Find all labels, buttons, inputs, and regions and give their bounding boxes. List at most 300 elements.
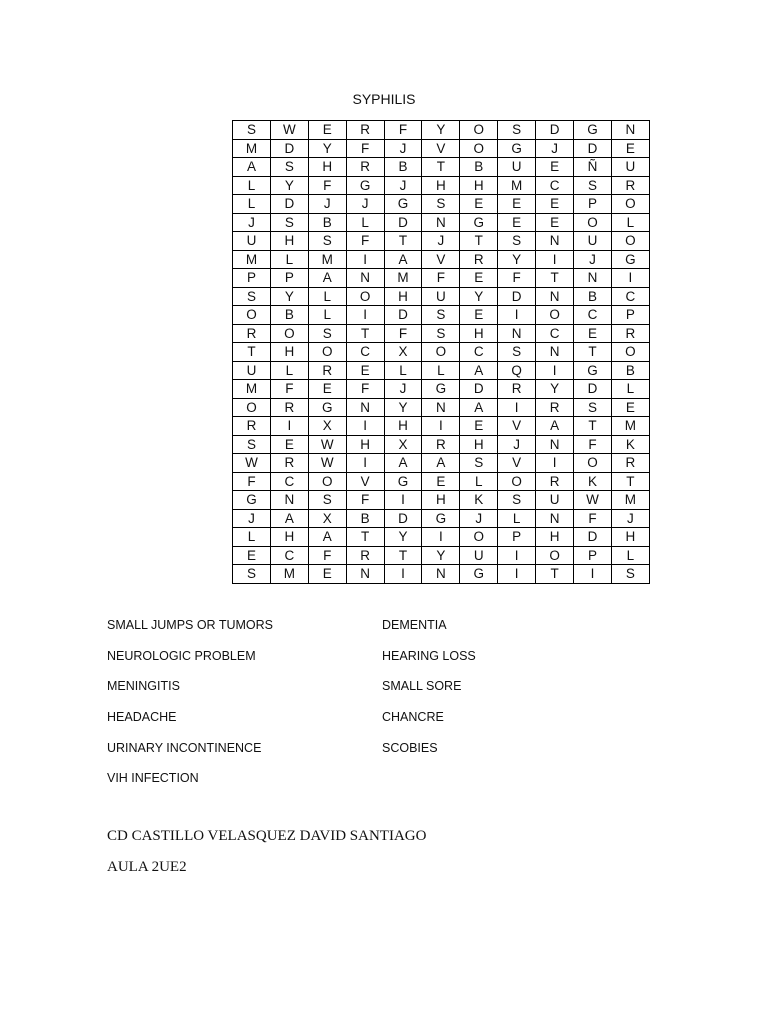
grid-cell: I xyxy=(384,491,422,510)
grid-cell: C xyxy=(536,324,574,343)
grid-cell: U xyxy=(460,546,498,565)
grid-cell: Y xyxy=(384,528,422,547)
grid-cell: O xyxy=(233,398,271,417)
grid-cell: L xyxy=(346,213,384,232)
grid-row xyxy=(233,343,650,362)
grid-cell: S xyxy=(422,306,460,325)
grid-cell: F xyxy=(422,269,460,288)
grid-cell: R xyxy=(346,158,384,177)
grid-cell: T xyxy=(536,269,574,288)
grid-cell: U xyxy=(574,232,612,251)
grid-cell: L xyxy=(308,287,346,306)
grid-cell: H xyxy=(270,232,308,251)
word-list-right xyxy=(382,614,476,767)
grid-cell: R xyxy=(498,380,536,399)
grid-cell: Y xyxy=(422,121,460,140)
grid-cell: A xyxy=(536,417,574,436)
grid-cell: O xyxy=(574,213,612,232)
grid-cell: I xyxy=(422,528,460,547)
grid-cell: U xyxy=(422,287,460,306)
grid-cell: S xyxy=(308,324,346,343)
grid-cell: X xyxy=(308,417,346,436)
grid-cell: N xyxy=(611,121,649,140)
word-list-item: URINARY INCONTINENCE xyxy=(107,740,262,755)
grid-cell: V xyxy=(422,139,460,158)
grid-row xyxy=(233,269,650,288)
grid-cell: A xyxy=(460,361,498,380)
grid-cell: N xyxy=(498,324,536,343)
grid-cell: X xyxy=(384,343,422,362)
grid-cell: E xyxy=(233,546,271,565)
grid-cell: L xyxy=(498,509,536,528)
grid-cell: E xyxy=(460,306,498,325)
grid-cell: V xyxy=(498,454,536,473)
grid-cell: O xyxy=(460,528,498,547)
grid-cell: D xyxy=(270,139,308,158)
grid-cell: X xyxy=(384,435,422,454)
grid-cell: D xyxy=(574,528,612,547)
grid-cell: I xyxy=(346,306,384,325)
grid-cell: W xyxy=(270,121,308,140)
grid-cell: E xyxy=(611,398,649,417)
grid-cell: S xyxy=(611,565,649,584)
grid-row xyxy=(233,306,650,325)
grid-cell: N xyxy=(536,343,574,362)
grid-cell: Q xyxy=(498,361,536,380)
word-list-item: DEMENTIA xyxy=(382,618,447,632)
grid-cell: C xyxy=(536,176,574,195)
grid-cell: O xyxy=(498,472,536,491)
grid-cell: R xyxy=(422,435,460,454)
grid-cell: S xyxy=(460,454,498,473)
grid-cell: X xyxy=(308,509,346,528)
grid-cell: C xyxy=(346,343,384,362)
grid-cell: T xyxy=(346,528,384,547)
grid-cell: T xyxy=(346,324,384,343)
grid-cell: I xyxy=(536,250,574,269)
grid-cell: T xyxy=(574,343,612,362)
grid-cell: G xyxy=(308,398,346,417)
grid-cell: J xyxy=(233,213,271,232)
grid-cell: H xyxy=(384,417,422,436)
grid-cell: R xyxy=(270,454,308,473)
grid-cell: S xyxy=(308,491,346,510)
grid-cell: U xyxy=(233,361,271,380)
grid-cell: G xyxy=(574,121,612,140)
grid-cell: D xyxy=(498,287,536,306)
grid-cell: E xyxy=(536,213,574,232)
grid-cell: F xyxy=(308,176,346,195)
grid-cell: E xyxy=(498,195,536,214)
grid-cell: G xyxy=(574,361,612,380)
grid-cell: J xyxy=(574,250,612,269)
word-list-item: SMALL JUMPS OR TUMORS xyxy=(107,618,273,632)
grid-cell: O xyxy=(611,195,649,214)
grid-cell: T xyxy=(536,565,574,584)
grid-row xyxy=(233,454,650,473)
grid-cell: E xyxy=(346,361,384,380)
grid-cell: O xyxy=(460,139,498,158)
grid-cell: A xyxy=(233,158,271,177)
word-list-item: HEADACHE xyxy=(107,710,177,725)
grid-cell: K xyxy=(574,472,612,491)
grid-cell: M xyxy=(384,269,422,288)
grid-cell: I xyxy=(536,454,574,473)
grid-row xyxy=(233,398,650,417)
grid-cell: L xyxy=(270,250,308,269)
grid-cell: D xyxy=(384,509,422,528)
grid-cell: H xyxy=(460,435,498,454)
word-list-item: CHANCRE xyxy=(382,710,444,725)
grid-cell: S xyxy=(498,232,536,251)
grid-cell: R xyxy=(611,324,649,343)
grid-cell: F xyxy=(574,435,612,454)
grid-row xyxy=(233,361,650,380)
student-name: CD CASTILLO VELASQUEZ DAVID SANTIAGO xyxy=(107,828,427,844)
grid-cell: R xyxy=(611,176,649,195)
page-title: SYPHILIS xyxy=(352,91,416,107)
grid-cell: C xyxy=(270,546,308,565)
grid-cell: B xyxy=(460,158,498,177)
grid-cell: I xyxy=(346,417,384,436)
grid-cell: B xyxy=(611,361,649,380)
grid-cell: C xyxy=(611,287,649,306)
grid-cell: G xyxy=(422,509,460,528)
grid-cell: T xyxy=(611,472,649,491)
grid-cell: P xyxy=(611,306,649,325)
grid-cell: D xyxy=(270,195,308,214)
grid-cell: E xyxy=(422,472,460,491)
grid-cell: Y xyxy=(536,380,574,399)
grid-cell: I xyxy=(346,454,384,473)
grid-cell: L xyxy=(384,361,422,380)
grid-row xyxy=(233,565,650,584)
grid-cell: H xyxy=(270,343,308,362)
grid-cell: W xyxy=(574,491,612,510)
grid-cell: W xyxy=(308,454,346,473)
grid-cell: A xyxy=(460,398,498,417)
grid-cell: Y xyxy=(460,287,498,306)
grid-cell: S xyxy=(574,176,612,195)
grid-cell: M xyxy=(233,139,271,158)
grid-cell: B xyxy=(384,158,422,177)
grid-cell: S xyxy=(422,324,460,343)
grid-cell: J xyxy=(308,195,346,214)
grid-cell: J xyxy=(346,195,384,214)
grid-row xyxy=(233,287,650,306)
grid-cell: D xyxy=(574,139,612,158)
grid-cell: A xyxy=(308,528,346,547)
grid-cell: I xyxy=(611,269,649,288)
grid-cell: N xyxy=(536,435,574,454)
grid-cell: D xyxy=(536,121,574,140)
grid-cell: L xyxy=(460,472,498,491)
grid-cell: F xyxy=(574,509,612,528)
grid-cell: N xyxy=(346,269,384,288)
grid-row xyxy=(233,232,650,251)
grid-cell: B xyxy=(270,306,308,325)
grid-cell: S xyxy=(233,287,271,306)
grid-cell: L xyxy=(611,380,649,399)
grid-cell: I xyxy=(536,361,574,380)
grid-cell: V xyxy=(346,472,384,491)
grid-cell: D xyxy=(384,213,422,232)
grid-cell: H xyxy=(270,528,308,547)
grid-cell: J xyxy=(233,509,271,528)
grid-cell: G xyxy=(611,250,649,269)
grid-cell: O xyxy=(536,306,574,325)
grid-cell: Y xyxy=(308,139,346,158)
classroom-label: AULA 2UE2 xyxy=(107,859,187,875)
word-list-item: NEUROLOGIC PROBLEM xyxy=(107,648,256,663)
grid-cell: G xyxy=(460,565,498,584)
grid-cell: H xyxy=(384,287,422,306)
grid-cell: E xyxy=(308,565,346,584)
grid-cell: A xyxy=(270,509,308,528)
grid-cell: I xyxy=(384,565,422,584)
grid-cell: J xyxy=(536,139,574,158)
grid-cell: P xyxy=(233,269,271,288)
grid-cell: Y xyxy=(384,398,422,417)
grid-cell: O xyxy=(460,121,498,140)
grid-cell: I xyxy=(498,306,536,325)
grid-cell: S xyxy=(233,565,271,584)
grid-cell: G xyxy=(422,380,460,399)
grid-cell: L xyxy=(233,195,271,214)
grid-cell: C xyxy=(460,343,498,362)
grid-cell: H xyxy=(460,324,498,343)
grid-cell: R xyxy=(308,361,346,380)
grid-cell: E xyxy=(270,435,308,454)
grid-cell: D xyxy=(460,380,498,399)
grid-cell: G xyxy=(384,472,422,491)
grid-cell: N xyxy=(536,509,574,528)
grid-cell: J xyxy=(498,435,536,454)
grid-row xyxy=(233,139,650,158)
grid-cell: O xyxy=(536,546,574,565)
grid-cell: G xyxy=(384,195,422,214)
grid-row xyxy=(233,213,650,232)
grid-cell: N xyxy=(346,398,384,417)
grid-cell: N xyxy=(270,491,308,510)
grid-cell: E xyxy=(498,213,536,232)
grid-cell: U xyxy=(233,232,271,251)
grid-cell: B xyxy=(574,287,612,306)
grid-cell: S xyxy=(498,343,536,362)
grid-cell: N xyxy=(536,287,574,306)
grid-cell: R xyxy=(346,121,384,140)
grid-cell: I xyxy=(498,398,536,417)
grid-cell: O xyxy=(346,287,384,306)
grid-cell: R xyxy=(233,417,271,436)
grid-cell: G xyxy=(346,176,384,195)
grid-cell: E xyxy=(536,158,574,177)
grid-cell: H xyxy=(460,176,498,195)
grid-cell: P xyxy=(270,269,308,288)
grid-cell: I xyxy=(574,565,612,584)
grid-cell: T xyxy=(384,546,422,565)
grid-cell: L xyxy=(422,361,460,380)
grid-cell: I xyxy=(346,250,384,269)
grid-cell: K xyxy=(611,435,649,454)
grid-cell: W xyxy=(233,454,271,473)
grid-cell: I xyxy=(270,417,308,436)
grid-cell: M xyxy=(611,491,649,510)
grid-cell: R xyxy=(536,398,574,417)
grid-cell: E xyxy=(308,380,346,399)
grid-cell: S xyxy=(498,121,536,140)
grid-cell: O xyxy=(574,454,612,473)
grid-cell: D xyxy=(384,306,422,325)
grid-cell: B xyxy=(346,509,384,528)
grid-cell: I xyxy=(498,565,536,584)
grid-cell: E xyxy=(574,324,612,343)
grid-cell: I xyxy=(422,417,460,436)
grid-cell: R xyxy=(233,324,271,343)
grid-cell: F xyxy=(384,324,422,343)
grid-cell: O xyxy=(270,324,308,343)
grid-cell: A xyxy=(308,269,346,288)
grid-cell: P xyxy=(574,195,612,214)
grid-cell: O xyxy=(233,306,271,325)
grid-cell: O xyxy=(422,343,460,362)
grid-cell: Y xyxy=(270,176,308,195)
grid-cell: L xyxy=(233,528,271,547)
grid-cell: F xyxy=(270,380,308,399)
grid-cell: R xyxy=(460,250,498,269)
grid-cell: J xyxy=(460,509,498,528)
grid-cell: G xyxy=(498,139,536,158)
grid-cell: R xyxy=(346,546,384,565)
grid-row xyxy=(233,435,650,454)
word-list-item: VIH INFECTION xyxy=(107,771,199,786)
grid-cell: I xyxy=(498,546,536,565)
grid-cell: E xyxy=(536,195,574,214)
grid-cell: J xyxy=(422,232,460,251)
grid-cell: J xyxy=(384,139,422,158)
grid-cell: L xyxy=(270,361,308,380)
grid-cell: A xyxy=(422,454,460,473)
grid-cell: M xyxy=(498,176,536,195)
grid-cell: H xyxy=(422,176,460,195)
grid-cell: Y xyxy=(270,287,308,306)
grid-cell: E xyxy=(460,195,498,214)
grid-cell: J xyxy=(384,380,422,399)
grid-cell: O xyxy=(611,232,649,251)
grid-cell: G xyxy=(460,213,498,232)
grid-row xyxy=(233,195,650,214)
grid-cell: J xyxy=(611,509,649,528)
grid-cell: Ñ xyxy=(574,158,612,177)
grid-cell: F xyxy=(498,269,536,288)
word-list-item: SMALL SORE xyxy=(382,679,462,694)
grid-row xyxy=(233,176,650,195)
grid-cell: N xyxy=(422,565,460,584)
word-list-left xyxy=(107,614,273,798)
grid-cell: O xyxy=(308,343,346,362)
grid-cell: H xyxy=(308,158,346,177)
word-list-item: MENINGITIS xyxy=(107,679,180,694)
grid-cell: T xyxy=(574,417,612,436)
grid-cell: H xyxy=(536,528,574,547)
grid-cell: M xyxy=(308,250,346,269)
grid-row xyxy=(233,250,650,269)
grid-cell: M xyxy=(233,250,271,269)
grid-cell: V xyxy=(422,250,460,269)
grid-cell: U xyxy=(498,158,536,177)
grid-cell: N xyxy=(346,565,384,584)
grid-cell: F xyxy=(308,546,346,565)
grid-row xyxy=(233,121,650,140)
grid-row xyxy=(233,546,650,565)
grid-cell: O xyxy=(611,343,649,362)
grid-cell: F xyxy=(346,139,384,158)
grid-cell: U xyxy=(536,491,574,510)
grid-row xyxy=(233,491,650,510)
grid-cell: S xyxy=(308,232,346,251)
grid-cell: B xyxy=(308,213,346,232)
grid-cell: S xyxy=(574,398,612,417)
grid-cell: S xyxy=(498,491,536,510)
grid-cell: S xyxy=(422,195,460,214)
grid-cell: N xyxy=(536,232,574,251)
grid-cell: A xyxy=(384,454,422,473)
grid-cell: F xyxy=(233,472,271,491)
grid-cell: C xyxy=(574,306,612,325)
grid-row xyxy=(233,380,650,399)
grid-row xyxy=(233,417,650,436)
grid-cell: E xyxy=(611,139,649,158)
grid-row xyxy=(233,472,650,491)
grid-cell: M xyxy=(233,380,271,399)
grid-cell: Y xyxy=(498,250,536,269)
grid-cell: H xyxy=(611,528,649,547)
grid-cell: U xyxy=(611,158,649,177)
grid-cell: E xyxy=(460,269,498,288)
grid-cell: S xyxy=(270,213,308,232)
grid-row xyxy=(233,509,650,528)
grid-cell: S xyxy=(233,121,271,140)
grid-cell: N xyxy=(422,213,460,232)
word-list-item: HEARING LOSS xyxy=(382,648,476,663)
grid-cell: T xyxy=(233,343,271,362)
word-list-item: SCOBIES xyxy=(382,740,438,755)
grid-cell: F xyxy=(346,380,384,399)
grid-cell: G xyxy=(233,491,271,510)
grid-cell: C xyxy=(270,472,308,491)
grid-cell: V xyxy=(498,417,536,436)
grid-cell: K xyxy=(460,491,498,510)
grid-cell: T xyxy=(384,232,422,251)
grid-cell: P xyxy=(498,528,536,547)
grid-row xyxy=(233,324,650,343)
grid-cell: L xyxy=(308,306,346,325)
grid-cell: R xyxy=(536,472,574,491)
grid-cell: S xyxy=(270,158,308,177)
grid-cell: L xyxy=(611,546,649,565)
grid-cell: R xyxy=(611,454,649,473)
grid-cell: O xyxy=(308,472,346,491)
grid-cell: M xyxy=(270,565,308,584)
grid-row xyxy=(233,158,650,177)
grid-cell: J xyxy=(384,176,422,195)
grid-cell: M xyxy=(611,417,649,436)
grid-cell: A xyxy=(384,250,422,269)
grid-cell: F xyxy=(384,121,422,140)
grid-cell: N xyxy=(422,398,460,417)
grid-cell: D xyxy=(574,380,612,399)
grid-cell: T xyxy=(422,158,460,177)
